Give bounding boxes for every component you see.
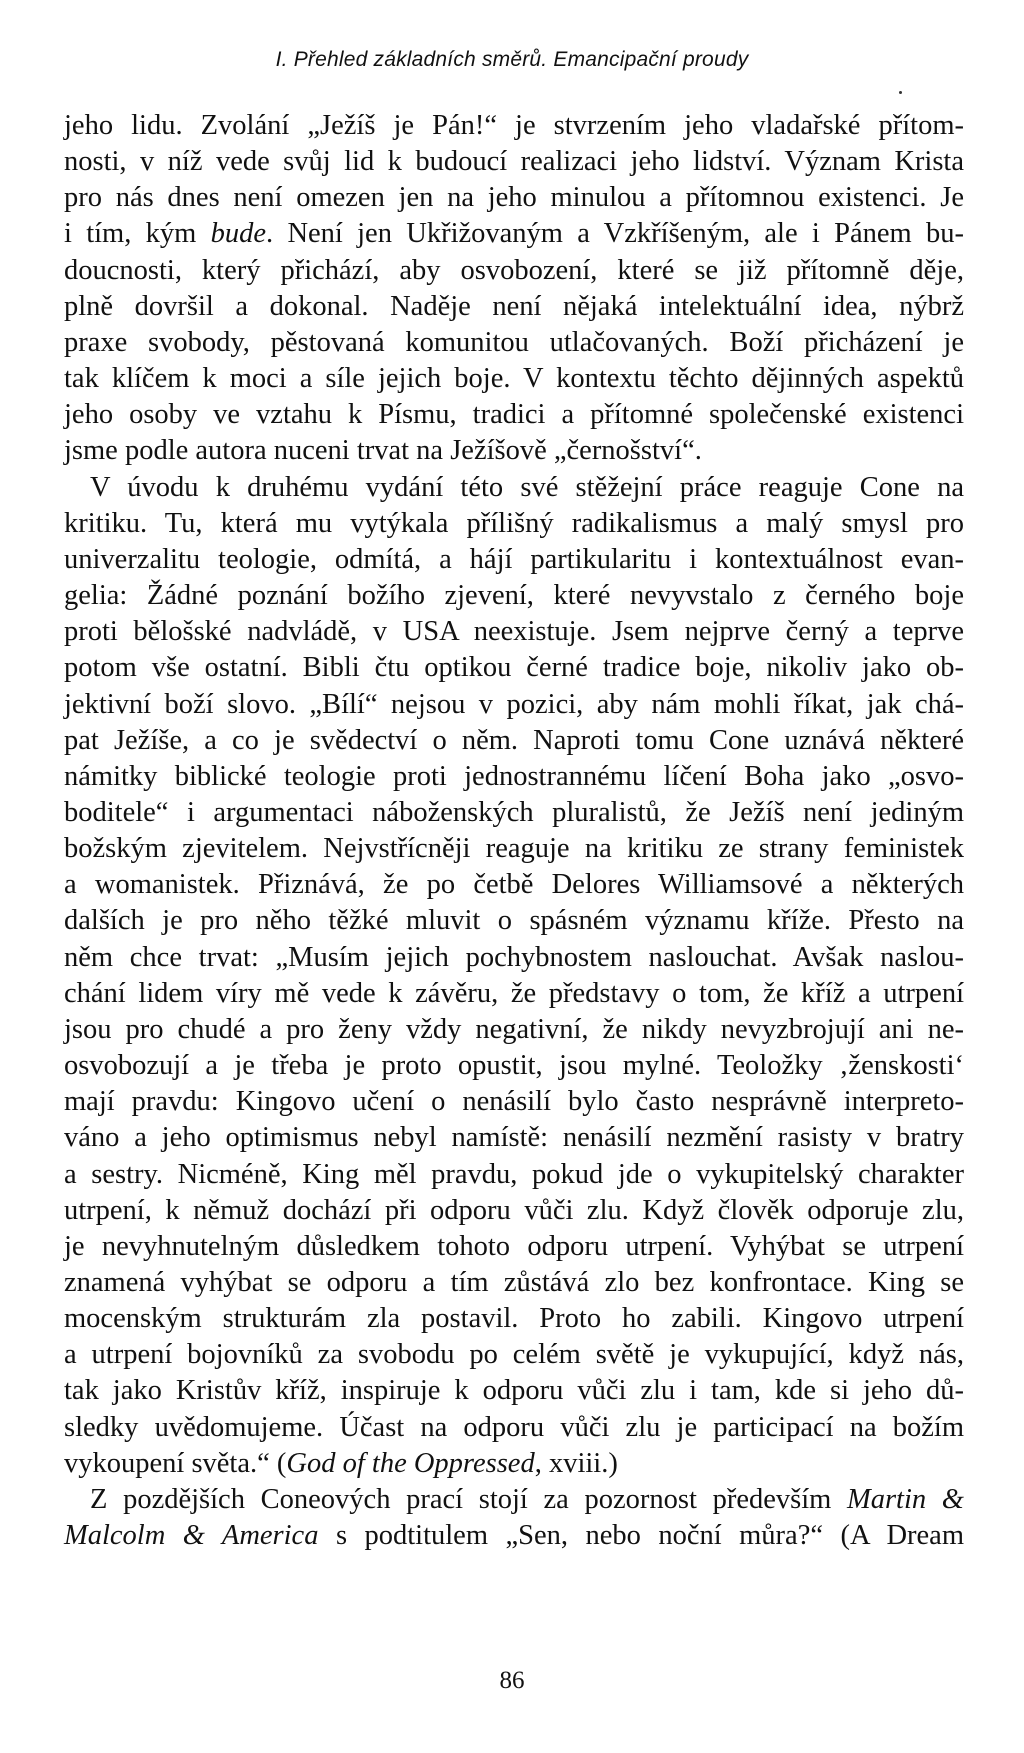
- text-line: nosti, v níž vede svůj lid k budoucí realizaci jeho lidství. Význam Krista: [64, 146, 964, 178]
- text-line: osvobozují a je třeba je proto opustit, jsou mylné. Teoložky ‚ženskosti‘: [64, 1050, 964, 1082]
- text-line: jsme podle autora nuceni trvat na Ježíšově „černošství“.: [64, 435, 702, 467]
- text-line: plně dovršil a dokonal. Naděje není nějaká intelektuální idea, nýbrž: [64, 290, 964, 322]
- text-line: jsou pro chudé a pro ženy vždy negativní, že nikdy nevyzbrojují ani ne-: [64, 1013, 964, 1045]
- text-line: praxe svobody, pěstovaná komunitou utlačovaných. Boží přicházení je: [64, 326, 964, 358]
- page-number: 86: [499, 1667, 525, 1694]
- page-body: [64, 108, 964, 1554]
- text-line: gelia: Žádné poznání božího zjevení, které nevyvstalo z černého boje: [64, 580, 964, 612]
- stray-dot: [899, 91, 902, 94]
- text-line: univerzalitu teologie, odmítá, a hájí partikularitu i kontextuálnost evan-: [64, 543, 964, 575]
- text-line: mají pravdu: Kingovo učení o nenásilí bylo často nesprávně interpreto-: [64, 1086, 964, 1118]
- text-line: tak klíčem k moci a síle jejich boje. V kontextu těchto dějinných aspektů: [64, 363, 964, 395]
- text-line: námitky biblické teologie proti jednostrannému líčení Boha jako „osvo-: [64, 760, 964, 792]
- text-line: a utrpení bojovníků za svobodu po celém světě je vykupující, když nás,: [64, 1339, 964, 1371]
- paragraph-3: [64, 1482, 964, 1554]
- text-line: něm chce trvat: „Musím jejich pochybnostem naslouchat. Avšak naslou-: [64, 941, 964, 973]
- text-line: a sestry. Nicméně, King měl pravdu, pokud jde o vykupitelský charakter: [64, 1158, 964, 1190]
- text-line: potom vše ostatní. Bibli čtu optikou černé tradice boje, nikoliv jako ob-: [64, 652, 964, 684]
- text-line: tak jako Kristův kříž, inspiruje k odporu vůči zlu i tam, kde si jeho dů-: [64, 1375, 964, 1407]
- text-line: dalších je pro něho těžké mluvit o spásném významu kříže. Přesto na: [64, 905, 964, 937]
- text-line: znamená vyhýbat se odporu a tím zůstává zlo bez konfrontace. King se: [64, 1267, 964, 1298]
- text-line: mocenským strukturám zla postavil. Proto ho zabili. Kingovo utrpení: [64, 1303, 964, 1335]
- text-line: kritiku. Tu, která mu vytýkala přílišný radikalismus a malý smysl pro: [64, 507, 964, 539]
- text-line: je nevyhnutelným důsledkem tohoto odporu utrpení. Vyhýbat se utrpení: [64, 1230, 964, 1262]
- text-line: proti bělošské nadvládě, v USA neexistuje. Jsem nejprve černý a teprve: [64, 616, 964, 648]
- text-line: boditele“ i argumentaci náboženských pluralistů, že Ježíš není jediným: [64, 796, 964, 828]
- text-line: jektivní boží slovo. „Bílí“ nejsou v pozici, aby nám mohli říkat, jak chá-: [64, 688, 964, 720]
- text-line: i tím, kým bude. Není jen Ukřižovaným a Vzkříšeným, ale i Pánem bu-: [64, 218, 964, 250]
- text-line: chání lidem víry mě vede k závěru, že představy o tom, že kříž a utrpení: [64, 977, 964, 1009]
- text-line: Malcolm & America s podtitulem „Sen, nebo noční můra?“ (A Dream: [64, 1520, 964, 1552]
- paragraph-2: [64, 470, 964, 1482]
- running-header: I. Přehled základních směrů. Emancipační proudy: [275, 48, 749, 71]
- text-line: sledky uvědomujeme. Účast na odporu vůči zlu je participací na božím: [64, 1411, 964, 1443]
- text-line: Z pozdějších Coneových prací stojí za pozornost především Martin &: [90, 1483, 964, 1515]
- text-line: pro nás dnes není omezen jen na jeho minulou a přítomnou existenci. Je: [64, 182, 964, 214]
- text-line: váno a jeho optimismus nebyl namístě: nenásilí nezmění rasisty v bratry: [64, 1122, 964, 1154]
- text-line: pat Ježíše, a co je svědectví o něm. Naproti tomu Cone uznává některé: [64, 724, 964, 756]
- text-line: jeho osoby ve vztahu k Písmu, tradici a přítomné společenské existenci: [64, 399, 964, 431]
- text-line: božským zjevitelem. Nejvstřícněji reaguje na kritiku ze strany feministek: [64, 833, 964, 865]
- text-line: jeho lidu. Zvolání „Ježíš je Pán!“ je stvrzením jeho vladařské přítom-: [64, 110, 964, 141]
- text-line: doucnosti, který přichází, aby osvobození, které se již přítomně děje,: [64, 254, 964, 286]
- text-line: vykoupení světa.“ (God of the Oppressed, xviii.): [64, 1447, 618, 1479]
- paragraph-1: [64, 108, 964, 470]
- text-line: a womanistek. Přiznává, že po četbě Delores Williamsové a některých: [64, 869, 964, 901]
- text-line: V úvodu k druhému vydání této své stěžejní práce reaguje Cone na: [90, 471, 964, 503]
- text-line: utrpení, k němuž dochází při odporu vůči zlu. Když člověk odporuje zlu,: [64, 1194, 964, 1226]
